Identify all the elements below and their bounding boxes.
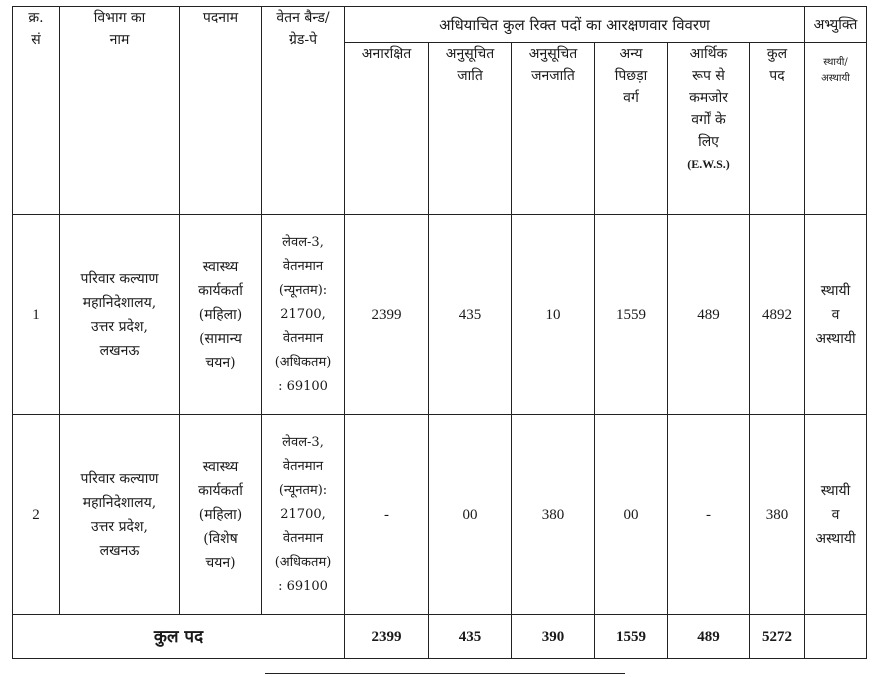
totals-obc: 1559 bbox=[595, 615, 668, 659]
row-pay-band: लेवल-3, वेतनमान (न्यूनतम): 21700, वेतनमान (अधिकतम) : 69100 bbox=[262, 215, 345, 415]
row-remarks: स्थायी व अस्थायी bbox=[805, 415, 867, 615]
header-unreserved: अनारक्षित bbox=[345, 43, 429, 215]
row-total: 4892 bbox=[750, 215, 805, 415]
totals-label: कुल पद bbox=[13, 615, 345, 659]
row-ews: 489 bbox=[668, 215, 750, 415]
header-ews: आर्थिक रूप से कमजोर वर्गों के लिए (E.W.S.) bbox=[668, 43, 750, 215]
header-sc: अनुसूचित जाति bbox=[429, 43, 512, 215]
row-st: 10 bbox=[512, 215, 595, 415]
header-pay-band: वेतन बैन्ड/ ग्रेड-पे bbox=[262, 7, 345, 215]
totals-ews: 489 bbox=[668, 615, 750, 659]
table-row bbox=[13, 415, 867, 615]
header-sno: क्र. सं bbox=[13, 7, 60, 215]
vacancy-table bbox=[12, 6, 867, 659]
header-total: कुल पद bbox=[750, 43, 805, 215]
row-pay-band: लेवल-3, वेतनमान (न्यूनतम): 21700, वेतनमान (अधिकतम) : 69100 bbox=[262, 415, 345, 615]
row-st: 380 bbox=[512, 415, 595, 615]
row-sc: 00 bbox=[429, 415, 512, 615]
totals-sc: 435 bbox=[429, 615, 512, 659]
bottom-rule bbox=[265, 673, 625, 674]
totals-row bbox=[13, 615, 867, 659]
row-sc: 435 bbox=[429, 215, 512, 415]
row-department: परिवार कल्याण महानिदेशालय, उत्तर प्रदेश, लखनऊ bbox=[60, 215, 180, 415]
table-row bbox=[13, 215, 867, 415]
header-row-1 bbox=[13, 7, 867, 43]
header-remarks: अभ्युक्ति bbox=[805, 7, 867, 43]
row-post: स्वास्थ्य कार्यकर्ता (महिला) (सामान्य चयन) bbox=[180, 215, 262, 415]
totals-total: 5272 bbox=[750, 615, 805, 659]
row-obc: 1559 bbox=[595, 215, 668, 415]
row-obc: 00 bbox=[595, 415, 668, 615]
totals-unreserved: 2399 bbox=[345, 615, 429, 659]
row-sno: 2 bbox=[13, 415, 60, 615]
row-unreserved: 2399 bbox=[345, 215, 429, 415]
header-obc: अन्य पिछड़ा वर्ग bbox=[595, 43, 668, 215]
totals-remarks bbox=[805, 615, 867, 659]
totals-st: 390 bbox=[512, 615, 595, 659]
row-remarks: स्थायी व अस्थायी bbox=[805, 215, 867, 415]
row-total: 380 bbox=[750, 415, 805, 615]
row-post: स्वास्थ्य कार्यकर्ता (महिला) (विशेष चयन) bbox=[180, 415, 262, 615]
header-post: पदनाम bbox=[180, 7, 262, 215]
row-sno: 1 bbox=[13, 215, 60, 415]
row-unreserved: - bbox=[345, 415, 429, 615]
row-department: परिवार कल्याण महानिदेशालय, उत्तर प्रदेश, लखनऊ bbox=[60, 415, 180, 615]
header-department: विभाग का नाम bbox=[60, 7, 180, 215]
row-ews: - bbox=[668, 415, 750, 615]
header-st: अनुसूचित जनजाति bbox=[512, 43, 595, 215]
header-reservation-group: अधियाचित कुल रिक्त पदों का आरक्षणवार विवरण bbox=[345, 7, 805, 43]
header-remarks-sub: स्थायी/ अस्थायी bbox=[805, 43, 867, 215]
